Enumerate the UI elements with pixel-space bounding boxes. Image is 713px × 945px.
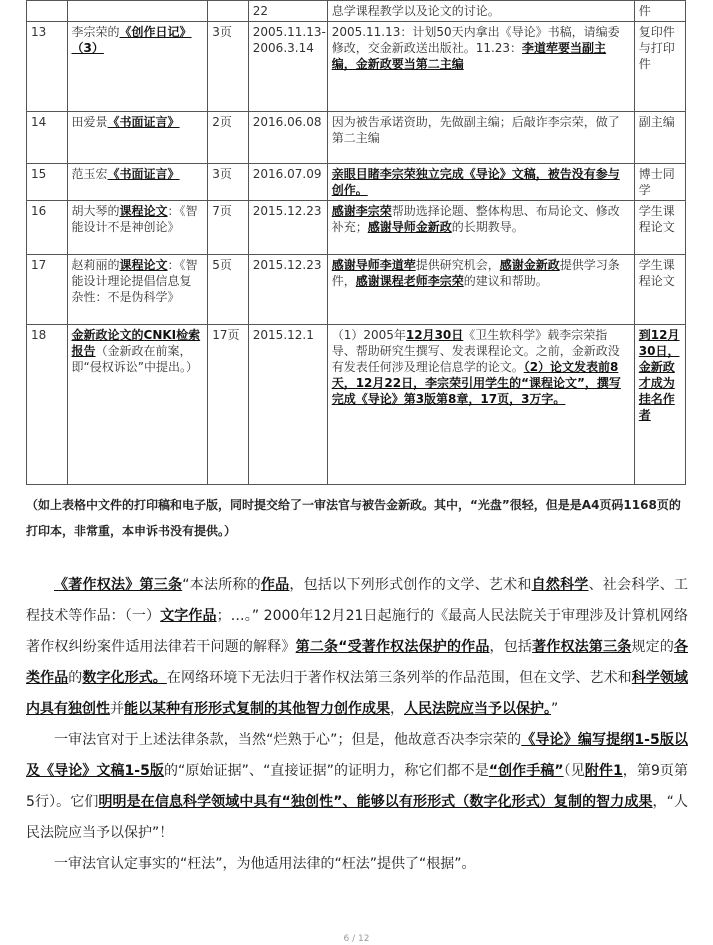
row-note: 学生课程论文	[634, 255, 685, 325]
row-content-text: 的长期教导。	[451, 220, 524, 234]
text-span: ，包括以下列形式创作的文学、艺术和	[289, 577, 532, 593]
row-content-text: 的建议和帮助。	[463, 274, 548, 288]
text-span: 各类作品	[26, 639, 689, 686]
row-name	[67, 201, 208, 255]
row-content-emphasis: 感谢李宗荣	[331, 204, 392, 218]
row-name-prefix: 胡大琴的	[71, 204, 120, 218]
row-name-title: 金新政论文的CNKI检索报告	[71, 328, 201, 358]
text-span: 一审法官对于上述法律条款，当然“烂熟于心”；但是，他故意否决李宗荣的	[54, 732, 522, 748]
text-span: 的	[68, 670, 83, 686]
row-date: 2015.12.23	[248, 201, 327, 255]
row-pages: 3页	[208, 164, 249, 201]
text-span: 并	[110, 701, 124, 717]
page-number: 6 / 12	[343, 934, 370, 944]
row-note: 学生课程论文	[634, 201, 685, 255]
text-span: 作品	[260, 577, 290, 593]
row-number: 14	[27, 112, 68, 164]
row-name	[67, 22, 208, 112]
paragraph-conclusion: 一审法官认定事实的“枉法”，为他适用法律的“枉法”提供了“根据”。	[54, 856, 476, 872]
row-name-title: 《书面证言》	[107, 115, 180, 129]
row-content-emphasis: 感谢导师金新政	[367, 220, 452, 234]
table-row	[27, 325, 686, 485]
row-content-emphasis: 李道荦要当副主编，金新政要当第二主编	[331, 41, 607, 71]
row-content: 息学课程教学以及论文的讨论。	[327, 1, 634, 22]
row-name-prefix: 范玉宏	[71, 167, 108, 181]
text-span: 数字化形式。	[82, 670, 167, 686]
row-name-prefix: 田爱景	[71, 115, 108, 129]
row-content	[327, 325, 634, 485]
row-content	[327, 201, 634, 255]
row-name-suffix: （金新政在前案，即“侵权诉讼”中提出。）	[71, 344, 198, 374]
row-content-emphasis: （2）论文发表前8天，12月22日，李宗荣引用学生的“课程论文”，撰写完成《导论》第3版第8章，17页，3万字。	[331, 360, 621, 406]
row-name	[67, 164, 208, 201]
row-number: 13	[27, 22, 68, 112]
text-span: 规定的	[631, 639, 675, 655]
row-content: 亲眼目睹李宗荣独立完成《导论》文稿，被告没有参与创作。	[327, 164, 634, 201]
text-span: 附件1	[584, 763, 623, 779]
row-note: 副主编	[634, 112, 685, 164]
row-content-emphasis: 感谢金新政	[499, 258, 560, 272]
table-row	[27, 112, 686, 164]
row-content-emphasis: 12月30日	[405, 328, 464, 342]
row-pages: 2页	[208, 112, 249, 164]
row-note: 博士同学	[634, 164, 685, 201]
row-note: 件	[634, 1, 685, 22]
row-name	[67, 325, 208, 485]
row-content-emphasis: 感谢导师李道荦	[331, 258, 416, 272]
evidence-table	[26, 0, 686, 485]
table-row	[27, 22, 686, 112]
paragraph-judge-analysis	[26, 725, 688, 849]
row-content-text: 《卫生软科学》载李宗荣指导、帮助研究生撰写、发表课程论文。之前，金新政没有发表任何涉及理论信息学的论文。	[331, 328, 620, 374]
text-span: 自然科学	[531, 577, 589, 593]
row-pages: 5页	[208, 255, 249, 325]
text-span: 第二条	[295, 639, 339, 655]
text-span: ，包括	[489, 639, 533, 655]
row-name-suffix: ：《智能设计理论提倡信息复杂性：不是伪科学》	[71, 258, 198, 304]
paragraph-copyright-law	[26, 570, 688, 725]
row-content-text: 提供学习条件，	[331, 258, 620, 288]
row-name-title: 《创作日记》（3）	[71, 25, 192, 55]
row-pages: 17页	[208, 325, 249, 485]
text-span: ；…。” 2000年12月21日起施行的《最高人民法院关于审理涉及计算机网络著作权纠纷案件适用法律若干问题的解释》	[26, 608, 689, 655]
text-span: ，第9页第5行）。它们	[26, 763, 689, 810]
text-span: 、社会科学、工程技术等作品：（一）	[26, 577, 689, 624]
text-span: 的“原始证据”、“直接证据”的证明力，称它们都不是	[163, 763, 489, 779]
row-content-text: （1）2005年	[331, 328, 406, 342]
text-span: 科学领域内具有独创性	[26, 670, 689, 717]
row-date: 2015.12.1	[248, 325, 327, 485]
row-name-prefix: 赵莉丽的	[71, 258, 120, 272]
row-name	[67, 112, 208, 164]
row-content: 因为被告承诺资助，先做副主编；后敲诈李宗荣，做了第二主编	[327, 112, 634, 164]
row-content-text: 帮助选择论题、整体构思、布局论文、修改补充；	[331, 204, 620, 234]
row-number: 15	[27, 164, 68, 201]
body-text	[26, 570, 688, 880]
row-date: 2016.06.08	[248, 112, 327, 164]
text-span: 著作权法第三条	[532, 639, 632, 655]
row-content-text: 提供研究机会，	[415, 258, 500, 272]
row-pages: 3页	[208, 22, 249, 112]
row-name-title: 《书面证言》	[107, 167, 180, 181]
text-span: ”	[551, 701, 559, 717]
table-row	[27, 164, 686, 201]
text-span: “受著作权法保护的作品	[338, 639, 490, 655]
row-number: 16	[27, 201, 68, 255]
row-content	[327, 22, 634, 112]
row-note: 到12月30日，金新政才成为挂名作者	[634, 325, 685, 485]
text-span: 《著作权法》第三条	[54, 577, 183, 593]
table-row	[27, 201, 686, 255]
text-span: “本法所称的	[182, 577, 261, 593]
text-span: 在网络环境下无法归于著作权法第三条列举的作品范围，但在文学、艺术和	[166, 670, 632, 686]
row-name-suffix: ：《智能设计不是神创论》	[71, 204, 198, 234]
text-span: 人民法院应当予以保护。	[404, 701, 551, 717]
row-date: 22	[248, 1, 327, 22]
text-span: ，	[390, 701, 404, 717]
text-span: “创作手稿”	[488, 763, 564, 779]
text-span: 能以某种有形形式复制的其他智力创作成果	[124, 701, 390, 717]
row-name-title: 课程论文	[119, 204, 168, 218]
row-pages: 7页	[208, 201, 249, 255]
text-span: （见	[563, 763, 585, 779]
table-remark: （如上表格中文件的打印稿和电子版，同时提交给了一审法官与被告金新政。其中，“光盘”很轻，但是是A4页码1168页的打印本，非常重，本申诉书没有提供。）	[26, 498, 681, 538]
row-note: 复印件与打印件	[634, 22, 685, 112]
text-span: 明明是在信息科学领域中具有“独创性”、能够以有形形式（数字化形式）复制的智力成果	[98, 794, 653, 810]
row-name	[67, 255, 208, 325]
row-content	[327, 255, 634, 325]
row-name-prefix: 李宗荣的	[71, 25, 120, 39]
text-span: 文字作品	[160, 608, 217, 624]
row-date: 2016.07.09	[248, 164, 327, 201]
row-number: 17	[27, 255, 68, 325]
row-number: 18	[27, 325, 68, 485]
row-name-title: 课程论文	[119, 258, 168, 272]
row-date: 2005.11.13-2006.3.14	[248, 22, 327, 112]
row-content-emphasis: 感谢课程老师李宗荣	[355, 274, 464, 288]
text-span: 《导论》编写提纲1-5版以及《导论》文稿1-5版	[26, 732, 688, 779]
row-date: 2015.12.23	[248, 255, 327, 325]
row-content-text: 2005.11.13：计划50天内拿出《导论》书稿，请编委修改，交金新政送出版社。11.23：	[331, 25, 620, 55]
text-span: ，“人民法院应当予以保护”！	[26, 794, 688, 841]
table-row	[27, 255, 686, 325]
table-row	[27, 1, 686, 22]
